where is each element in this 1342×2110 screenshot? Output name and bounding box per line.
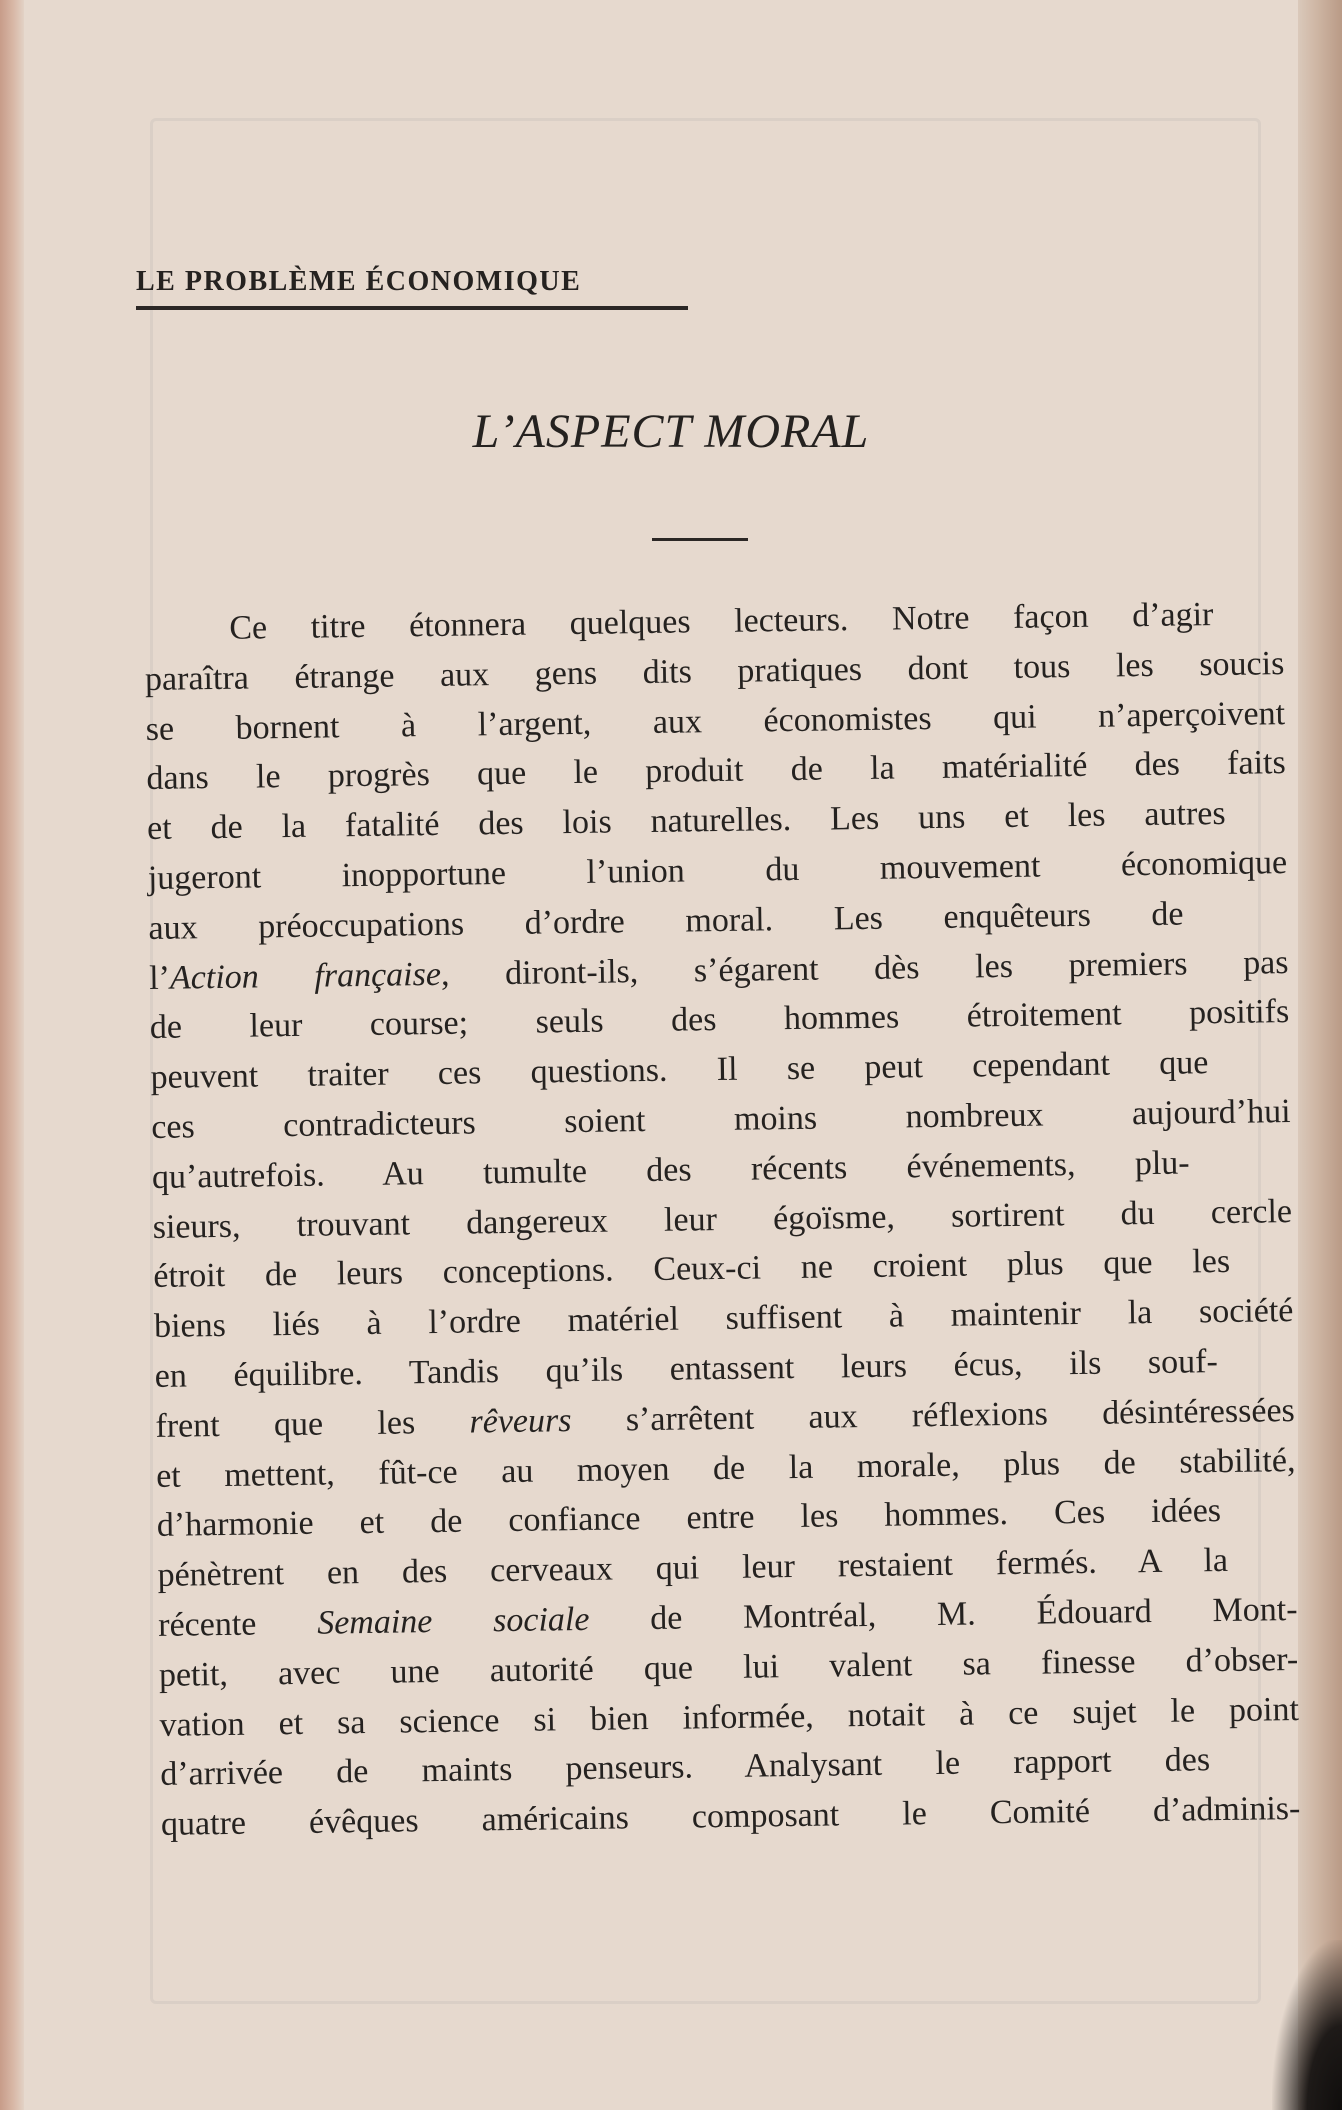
page-edge-right [1298,0,1342,2110]
header-underline [136,306,688,310]
text-line: quatre évêques américains composant le Comité d’adminis- [160,1790,1301,1844]
text-line: ces contradicteurs soient moins nombreux aujourd’hui [151,1093,1291,1146]
text-line: d’arrivée de maints penseurs. Analysant le rapport des [160,1741,1211,1794]
text-line: petit, avec une autorité que lui valent sa finesse d’obser- [158,1640,1299,1694]
text-line: Ce titre étonnera quelques lecteurs. Notre façon d’agir [229,596,1214,647]
text-line: qu’autrefois. Au tumulte des récents événements, plu- [151,1144,1190,1196]
text-line: et mettent, fût-ce au moyen de la morale, plus de stabilité, [155,1441,1296,1495]
text-line: étroit de leurs conceptions. Ceux-ci ne croient plus que les [153,1243,1231,1296]
text-line: peuvent traiter ces questions. Il se peut cependant que [150,1044,1209,1097]
text-line: sieurs, trouvant dangereux leur égoïsme, sortirent du cercle [152,1192,1293,1246]
text-line: en équilibre. Tandis qu’ils entassent leurs écus, ils souf- [154,1343,1219,1395]
text-line: récente Semaine sociale de Montréal, M. Édouard Mont- [157,1590,1298,1644]
text-line: aux préoccupations d’ordre moral. Les enquêteurs de [148,895,1184,947]
page-shadow [1272,1940,1342,2110]
article-title: L’ASPECT MORAL [472,405,870,458]
text-line: vation et sa science si bien informée, notait à ce sujet le point [159,1690,1300,1744]
text-line: de leur course; seuls des hommes étroitement positifs [149,993,1290,1047]
italic-phrase: rêveurs [469,1401,572,1441]
text-line: pénètrent en des cerveaux qui leur restaient fermés. A la [157,1542,1229,1595]
body-text [144,589,1301,1850]
text-line: jugeront inopportune l’union du mouvement économique [147,844,1288,897]
text-line: frent que les rêveurs s’arrêtent aux réflexions désintéressées [155,1391,1296,1445]
running-header: LE PROBLÈME ÉCONOMIQUE [136,266,582,297]
italic-phrase: Action française [169,955,442,997]
title-separator [652,538,748,541]
page-edge-left [0,0,24,2110]
text-line: se bornent à l’argent, aux économistes qui n’aperçoivent [145,694,1286,748]
text-line: l’Action française, diront-ils, s’égarent dès les premiers pas [148,943,1289,997]
text-line: d’harmonie et de confiance entre les hommes. Ces idées [156,1492,1222,1545]
italic-phrase: Semaine sociale [316,1600,590,1642]
text-line: biens liés à l’ordre matériel suffisent à maintenir la société [153,1292,1294,1346]
text-line: paraîtra étrange aux gens dits pratiques dont tous les soucis [144,644,1285,698]
text-line: et de la fatalité des lois naturelles. Les uns et les autres [146,795,1226,848]
text-line: dans le progrès que le produit de la matérialité des faits [146,744,1286,798]
